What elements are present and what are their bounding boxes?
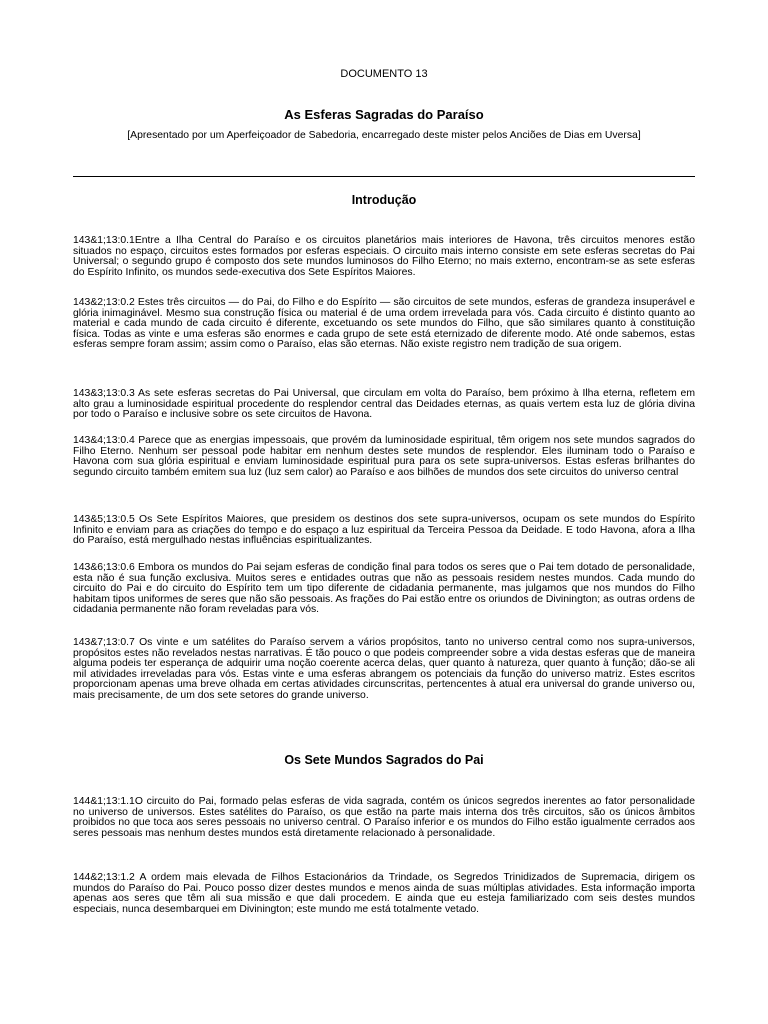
paragraph-13-0-4: 143&4;13:0.4 Parece que as energias impessoais, que provém da luminosidade espiritual, têm origem nos sete mundos sagrados do Filho Eterno. Nenhum ser pessoal pode habitar em nenhum destes sete mundos de resplendor. Eles iluminam todo o Paraíso e Havona com sua glória espiritual e enviam luminosidade espiritual pura para os sete supra-universos. Estas esferas brilhantes do segundo circuito também emitem sua luz (luz sem calor) ao Paraíso e aos bilhões de mundos dos sete circuitos do universo central xyxy=(73,435,695,478)
horizontal-divider xyxy=(73,176,695,177)
document-subtitle: [Apresentado por um Aperfeiçoador de Sabedoria, encarregado deste mister pelos Anciões de Dias em Uversa] xyxy=(127,130,641,141)
paragraph-13-0-5: 143&5;13:0.5 Os Sete Espíritos Maiores, que presidem os destinos dos sete supra-universos, ocupam os sete mundos do Espírito Infinito e enviam para as criações do tempo e do espaço a luz espiritual da Terceira Pessoa da Deidade. E todo Havona, afora a Ilha do Paraíso, está mergulhado nestas influências espiritualizantes. xyxy=(73,514,695,547)
paragraph-13-1-1: 144&1;13:1.1O circuito do Pai, formado pelas esferas de vida sagrada, contém os únicos segredos inerentes ao fator personalidade no universo de universos. Estes satélites do Paraíso, os que estão na parte mais interna dos três circuitos, são os únicos âmbitos proibidos no que toca aos seres pessoais no universo central. O Paraíso inferior e os mundos do Filho estão igualmente cerrados aos seres pessoais mas nenhum destes mundos está diretamente relacionado à personalidade. xyxy=(73,796,695,839)
section-heading-introducao: Introdução xyxy=(351,193,417,207)
paragraph-13-0-3: 143&3;13:0.3 As sete esferas secretas do Pai Universal, que circulam em volta do Paraíso, bem próximo à Ilha eterna, refletem em alto grau a luminosidade espiritual procedente do resplendor central das Deidades eternas, as quais vertem esta luz de glória divina por todo o Paraíso e inclusive sobre os sete circuitos de Havona. xyxy=(73,388,695,421)
paragraph-13-0-2: 143&2;13:0.2 Estes três circuitos — do Pai, do Filho e do Espírito — são circuitos de sete mundos, esferas de grandeza insuperável e glória inimaginável. Mesmo sua construção física ou material é de uma ordem irrevelada para vós. Cada circuito é distinto quanto ao material e cada mundo de cada circuito é diferente, excetuando os sete mundos do Filho, que são similares quanto à constituição física. Todas as vinte e uma esferas são enormes e cada grupo de sete está eternizado de diferente modo. Até onde sabemos, estas esferas sempre foram assim; assim como o Paraíso, elas são eternas. Não existe registro nem tradição de sua origem. xyxy=(73,297,695,351)
section-heading-sete-mundos: Os Sete Mundos Sagrados do Pai xyxy=(284,753,484,767)
paragraph-13-1-2: 144&2;13:1.2 A ordem mais elevada de Filhos Estacionários da Trindade, os Segredos Trinidizados de Supremacia, dirigem os mundos do Paraíso do Pai. Pouco posso dizer destes mundos e menos ainda de suas múltiplas atividades. Esta informação importa apenas aos seres que têm ali sua missão e que dali procedem. E ainda que eu esteja familiarizado com seis destes mundos especiais, nunca desembarquei em Divinington; este mundo me está totalmente vetado. xyxy=(73,872,695,915)
paragraph-13-0-7: 143&7;13:0.7 Os vinte e um satélites do Paraíso servem a vários propósitos, tanto no universo central como nos supra-universos, propósitos estes não revelados nestas narrativas. É tão pouco o que podeis compreender sobre a vida destas esferas que de maneira alguma podeis ter esperança de adquirir uma noção coerente acerca delas, quer quanto à natureza, quer quanto à função; dão-se ali mil atividades irreveladas para vós. Estas vinte e uma esferas abrangem os potenciais da função do universo matriz. Estes escritos proporcionam apenas uma breve olhada em certas atividades circunscritas, pertencentes à atual era universal do grande universo ou, mais precisamente, de um dos sete setores do grande universo. xyxy=(73,637,695,701)
document-number: DOCUMENTO 13 xyxy=(340,68,428,80)
paragraph-13-0-6: 143&6;13:0.6 Embora os mundos do Pai sejam esferas de condição final para todos os seres que o Pai tem dotado de personalidade, esta não é sua função exclusiva. Muitos seres e entidades outras que não as pessoais residem nestes mundos. Cada mundo do circuito do Pai e do circuito do Espírito tem um tipo diferente de cidadania permanente, mas julgamos que nos mundos do Filho habitam tipos uniformes de seres que não são pessoais. As frações do Pai estão entre os oriundos de Divinington; as outras ordens de cidadania permanente não foram reveladas para vós. xyxy=(73,562,695,616)
document-title: As Esferas Sagradas do Paraíso xyxy=(284,107,484,122)
paragraph-13-0-1: 143&1;13:0.1Entre a Ilha Central do Paraíso e os circuitos planetários mais interiores de Havona, três circuitos menores estão situados no espaço, circuitos estes formados por esferas especiais. O circuito mais interno consiste em sete esferas secretas do Pai Universal; o segundo grupo é composto dos sete mundos luminosos do Filho Eterno; no mais externo, encontram-se as sete esferas do Espírito Infinito, os mundos sede-executiva dos Sete Espíritos Maiores. xyxy=(73,235,695,278)
